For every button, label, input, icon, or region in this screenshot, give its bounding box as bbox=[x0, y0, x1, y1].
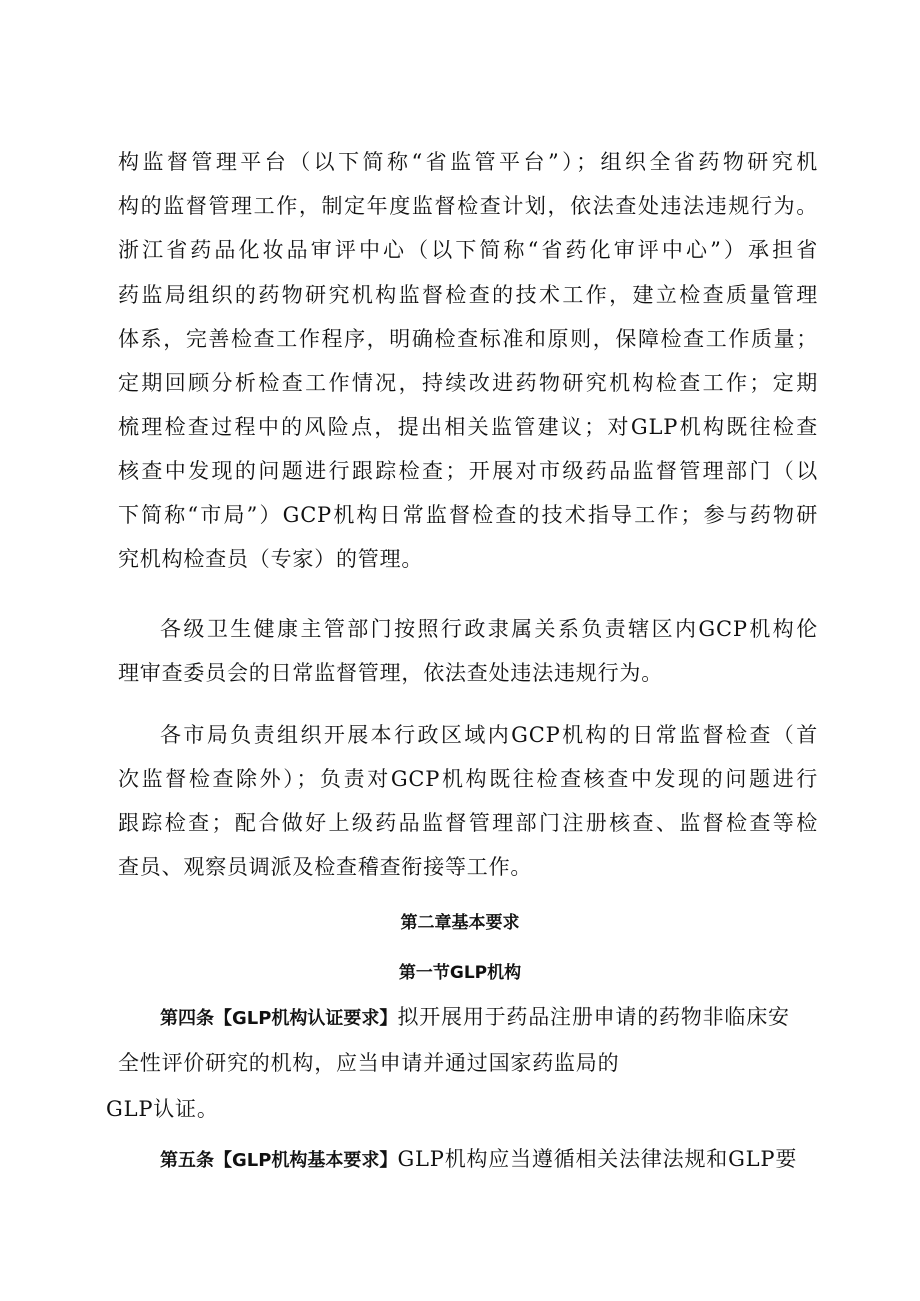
body-line: 理审查委员会的日常监督管理，依法查处违法违规行为。 bbox=[118, 661, 663, 685]
body-line: 体系，完善检查工作程序，明确检查标准和原则，保障检查工作质量； bbox=[118, 327, 818, 351]
article-heading: 第五条【GLP机构基本要求】 bbox=[160, 1150, 398, 1171]
chapter-title: 第二章基本要求 bbox=[400, 913, 520, 933]
body-line: 药监局组织的药物研究机构监督检查的技术工作，建立检查质量管理 bbox=[118, 283, 818, 307]
body-line: 各市局负责组织开展本行政区域内GCP机构的日常监督检查（首 bbox=[160, 723, 818, 747]
body-line: 构监督管理平台（以下简称“省监管平台”）；组织全省药物研究机 bbox=[118, 150, 818, 174]
body-line: 跟踪检查；配合做好上级药品监督管理部门注册核查、监督检查等检 bbox=[118, 811, 818, 835]
body-line: 次监督检查除外）；负责对GCP机构既往检查核查中发现的问题进行 bbox=[118, 767, 818, 791]
body-line: 全性评价研究的机构，应当申请并通过国家药监局的 bbox=[118, 1051, 620, 1075]
article-text: 拟开展用于药品注册申请的药物非临床安 bbox=[397, 1005, 790, 1029]
body-line: 构的监督管理工作，制定年度监督检查计划，依法查处违法违规行为。 bbox=[118, 194, 818, 218]
article-line bbox=[160, 1002, 818, 1032]
body-line: 究机构检查员（专家）的管理。 bbox=[118, 547, 424, 571]
article-heading: 第四条【GLP机构认证要求】 bbox=[160, 1008, 398, 1029]
body-line: 梳理检查过程中的风险点，提出相关监管建议；对GLP机构既往检查 bbox=[118, 415, 818, 439]
section-title: 第一节GLP机构 bbox=[398, 963, 522, 983]
body-line: 下简称“市局”）GCP机构日常监督检查的技术指导工作；参与药物研 bbox=[118, 503, 818, 527]
article-line bbox=[160, 1144, 818, 1174]
body-line: 核查中发现的问题进行跟踪检查；开展对市级药品监督管理部门（以 bbox=[118, 459, 818, 483]
body-line: 查员、观察员调派及检查稽查衔接等工作。 bbox=[118, 855, 533, 879]
body-line: GLP认证。 bbox=[106, 1097, 219, 1121]
body-line: 定期回顾分析检查工作情况，持续改进药物研究机构检查工作；定期 bbox=[118, 371, 818, 395]
body-line: 浙江省药品化妆品审评中心（以下简称“省药化审评中心”）承担省 bbox=[118, 238, 818, 262]
article-text: GLP机构应当遵循相关法律法规和GLP要 bbox=[397, 1147, 798, 1171]
body-line: 各级卫生健康主管部门按照行政隶属关系负责辖区内GCP机构伦 bbox=[160, 617, 818, 641]
